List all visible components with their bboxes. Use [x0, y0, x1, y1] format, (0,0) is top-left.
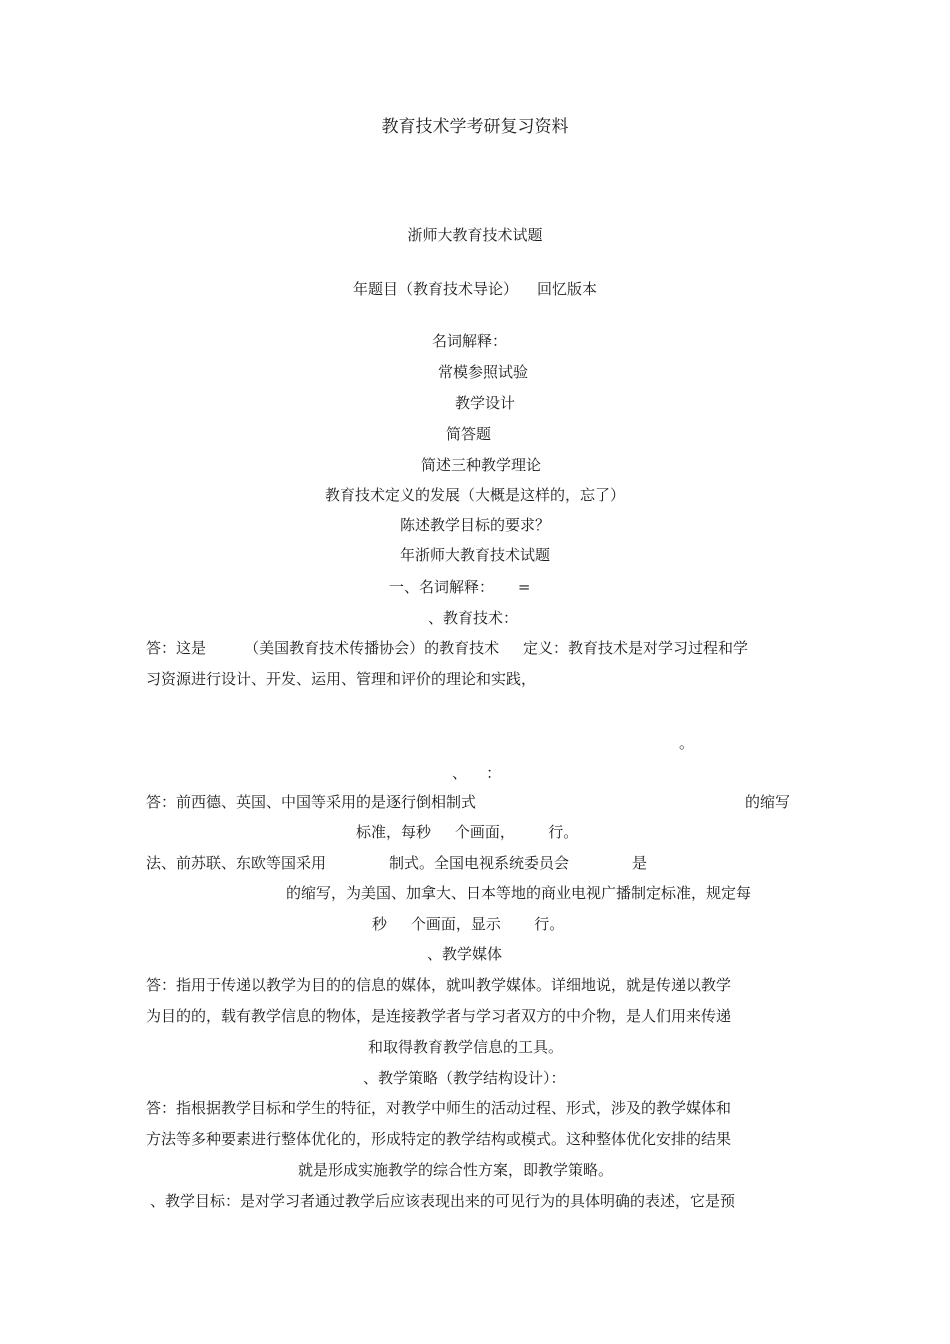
section-2-heading: 年浙师大教育技术试题 — [399, 546, 550, 564]
item4-line2: 方法等多种要素进行整体优化的，形成特定的教学结构或模式。这种整体优化安排的结果 — [146, 1130, 732, 1148]
item3-line2: 为目的的，载有教学信息的物体，是连接教学者与学习者双方的中介物，是人们用来传递 — [146, 1007, 732, 1025]
item1-line2: 习资源进行设计、开发、运用、管理和评价的理论和实践， — [146, 670, 537, 688]
question-2: 教育技术定义的发展（大概是这样的，忘了） — [324, 486, 625, 504]
doc-subtitle: 浙师大教育技术试题 — [407, 226, 543, 244]
item2-line5: 秒 个画面，显示 行。 — [372, 915, 565, 933]
terms-heading: 一、名词解释： = — [389, 578, 531, 596]
item2-line3b: 制式。全国电视系统委员会 — [389, 854, 570, 872]
item3-line3: 和取得教育教学信息的工具。 — [368, 1038, 564, 1056]
item2-line1b: 的缩写 — [745, 793, 791, 811]
item1-title: 、教育技术： — [428, 609, 519, 627]
exam-heading: 年题目（教育技术导论） 回忆版本 — [352, 280, 598, 298]
item2-line4: 的缩写，为美国、加拿大、日本等地的商业电视广播制定标准，规定每 — [286, 884, 752, 902]
item2-line2: 标准，每秒 个画面， 行。 — [356, 823, 579, 841]
item5-line1: 、教学目标：是对学习者通过教学后应该表现出来的可见行为的具体明确的表述，它是预 — [150, 1192, 736, 1210]
item1-line1: 答：这是 （美国教育技术传播协会）的教育技术 定义：教育技术是对学习过程和学 — [146, 639, 748, 657]
short-answer-label: 简答题 — [446, 425, 492, 443]
item2-line3c: 是 — [632, 854, 648, 872]
item4-line3: 就是形成实施教学的综合性方案，即教学策略。 — [298, 1161, 614, 1179]
term-1: 常模参照试验 — [438, 363, 529, 381]
doc-title: 教育技术学考研复习资料 — [381, 117, 569, 137]
item2-line1a: 答：前西德、英国、中国等采用的是逐行倒相制式 — [146, 793, 477, 811]
question-3: 陈述教学目标的要求？ — [399, 516, 550, 534]
item4-title: 、教学策略（教学结构设计）： — [363, 1069, 566, 1087]
item3-title: 、教学媒体 — [427, 945, 503, 963]
term-2: 教学设计 — [455, 394, 516, 412]
item4-line1: 答：指根据教学目标和学生的特征，对教学中师生的活动过程、形式，涉及的教学媒体和 — [146, 1099, 732, 1117]
item3-line1: 答：指用于传递以教学为目的的信息的媒体，就叫教学媒体。详细地说，就是传递以教学 — [146, 976, 732, 994]
question-1: 简述三种教学理论 — [421, 456, 542, 474]
item1-end: 。 — [679, 734, 695, 752]
item2-title: 、 ： — [452, 764, 502, 782]
terms-label: 名词解释： — [432, 332, 508, 350]
item2-line3a: 法、前苏联、东欧等国采用 — [146, 854, 327, 872]
